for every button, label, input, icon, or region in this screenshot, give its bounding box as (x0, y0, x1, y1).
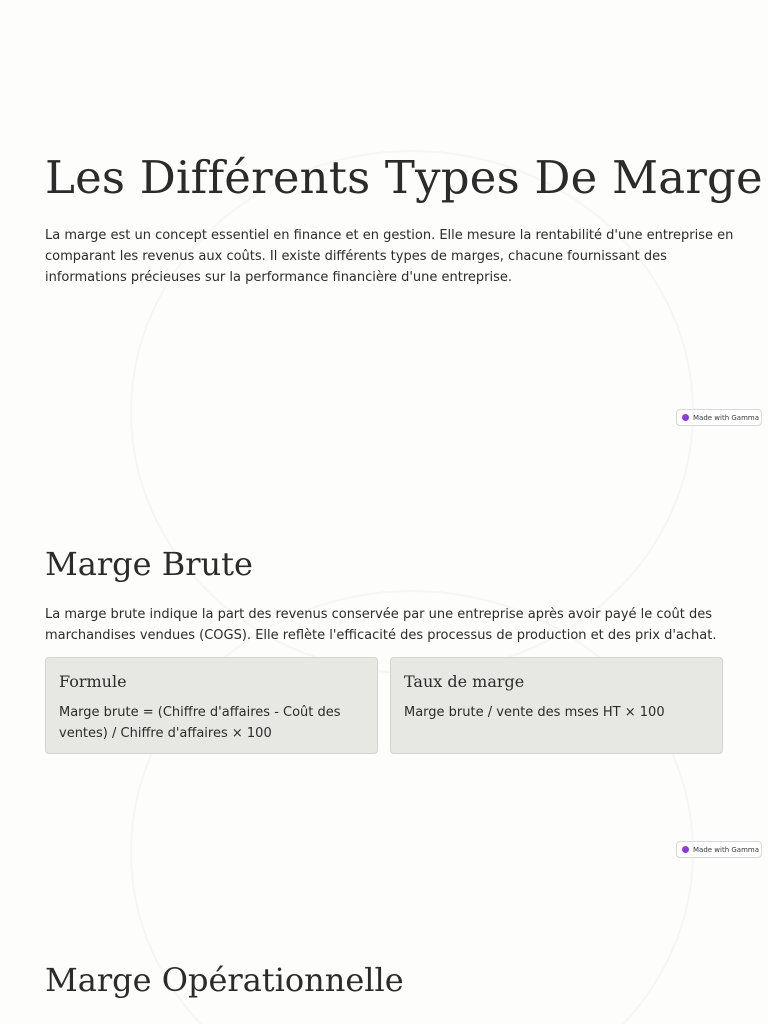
card-title: Formule (59, 672, 127, 691)
card-text: Marge brute / vente des mses HT × 100 (404, 705, 665, 720)
gamma-logo-icon (682, 414, 689, 421)
card-formule (45, 657, 378, 754)
gamma-logo-icon (682, 846, 689, 853)
badge-label: Made with Gamma (693, 845, 760, 854)
section-heading-marge-operationnelle: Marge Opérationnelle (45, 961, 404, 999)
made-with-gamma-badge[interactable] (676, 409, 762, 426)
card-taux-de-marge (390, 657, 723, 754)
card-title: Taux de marge (404, 672, 525, 691)
section-heading-marge-brute: Marge Brute (45, 545, 253, 583)
intro-paragraph: La marge est un concept essentiel en finance et en gestion. Elle mesure la rentabilité d'une entreprise en comparant les revenus aux coûts. Il existe différents types de marges, chacune fournissant des informations précieuses sur la performance financière d'une entreprise. (45, 228, 734, 285)
page-title: Les Différents Types De Marge (45, 151, 763, 204)
marge-brute-description: La marge brute indique la part des revenus conservée par une entreprise après avoir payé le coût des marchandises vendues (COGS). Elle reflète l'efficacité des processus de production et des prix d'achat. (45, 607, 717, 643)
badge-label: Made with Gamma (693, 413, 760, 422)
background-decoration (130, 590, 694, 1024)
card-text: Marge brute = (Chiffre d'affaires - Coût des ventes) / Chiffre d'affaires × 100 (59, 705, 341, 741)
made-with-gamma-badge[interactable] (676, 841, 762, 858)
